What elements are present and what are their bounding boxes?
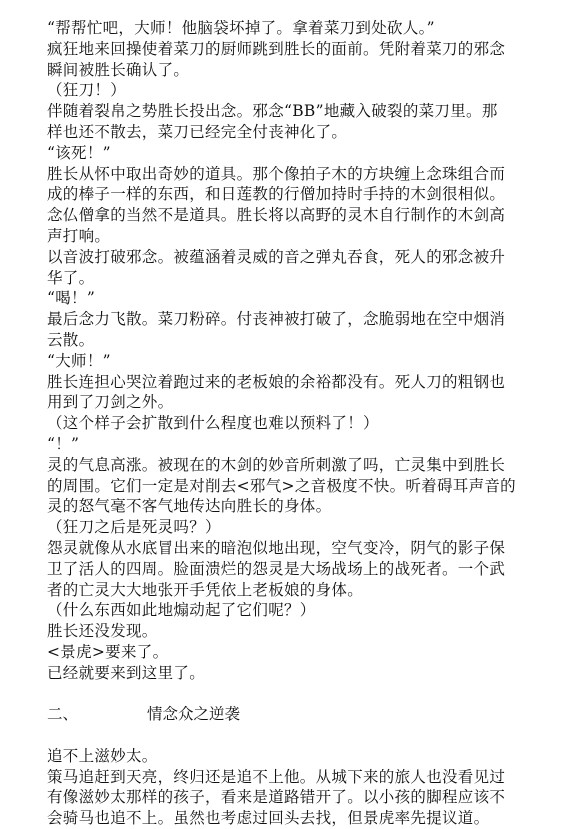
chapter-title: 情念众之逆袭 <box>147 705 241 724</box>
text-line: 伴随着裂帛之势胜长投出念。邪念“BB”地藏入破裂的菜刀里。那 <box>47 102 498 121</box>
text-block-part1 <box>47 18 537 684</box>
spacer <box>47 725 537 746</box>
text-line: （什么东西如此地煽动起了它们呢？） <box>47 601 316 620</box>
text-line: 瞬间被胜长确认了。 <box>47 60 190 79</box>
text-line: <景虎>要来了。 <box>47 642 169 661</box>
text-line: 最后念力飞散。菜刀粉碎。付丧神被打破了，念脆弱地在空中烟消 <box>47 310 506 329</box>
spacer <box>47 684 537 705</box>
text-line: 追不上滋妙太。 <box>47 746 158 765</box>
text-line: “喝！” <box>47 289 96 308</box>
text-line: 疯狂地来回操使着菜刀的厨师跳到胜长的面前。凭附着菜刀的邪念 <box>47 39 506 58</box>
text-line: 声打响。 <box>47 226 111 245</box>
text-line: 怨灵就像从水底冒出来的暗泡似地出现，空气变冷，阴气的影子保 <box>47 538 506 557</box>
text-line: “帮帮忙吧，大师！他脑袋坏掉了。拿着菜刀到处砍人。” <box>47 19 435 37</box>
text-line: 灵的怒气毫不客气地传达向胜长的身体。 <box>47 497 332 516</box>
text-line: 已经就要来到这里了。 <box>47 663 206 682</box>
text-line: 者的亡灵大大地张开手凭依上老板娘的身体。 <box>47 580 364 599</box>
text-line: 有像滋妙太那样的孩子，看来是道路错开了。以小孩的脚程应该不 <box>47 788 506 807</box>
text-line: 成的棒子一样的东西，和日莲教的行僧加持时手持的木剑很相似。 <box>47 185 506 204</box>
text-line: 的周围。它们一定是对削去<邪气>之音极度不快。听着碍耳声音的 <box>47 476 516 495</box>
text-line: “！” <box>47 434 80 453</box>
document-page <box>47 18 537 829</box>
text-line: 胜长从怀中取出奇妙的道具。那个像拍子木的方块缠上念珠组合而 <box>47 164 506 183</box>
text-line: “该死！” <box>47 143 111 162</box>
text-line: 策马追赶到天亮，终归还是追不上他。从城下来的旅人也没看见过 <box>47 767 506 786</box>
text-line: 以音波打破邪念。被蕴涵着灵威的音之弹丸吞食，死人的邪念被升 <box>47 247 506 266</box>
text-line: 胜长连担心哭泣着跑过来的老板娘的余裕都没有。死人刀的粗钢也 <box>47 372 506 391</box>
text-line: （这个样子会扩散到什么程度也难以预料了！） <box>47 414 379 433</box>
text-line: “大师！” <box>47 351 111 370</box>
text-line: 华了。 <box>47 268 95 287</box>
text-line: （狂刀之后是死灵吗？） <box>47 518 221 537</box>
text-block-part2 <box>47 746 537 829</box>
chapter-number: 二、 <box>47 705 79 724</box>
text-line: 会骑马也追不上。虽然也考虑过回头去找，但景虎率先提议道。 <box>47 809 490 828</box>
text-line: （狂刀！） <box>47 81 127 100</box>
text-line: 用到了刀剑之外。 <box>47 393 174 412</box>
text-line: 卫了活人的四周。脸面溃烂的怨灵是大场战场上的战死者。一个武 <box>47 559 506 578</box>
chapter-heading <box>47 704 537 725</box>
text-line: 胜长还没发现。 <box>47 622 158 641</box>
text-line: 灵的气息高涨。被现在的木剑的妙音所刺激了吗，亡灵集中到胜长 <box>47 455 506 474</box>
text-line: 样也还不散去，菜刀已经完全付丧神化了。 <box>47 122 348 141</box>
text-line: 云散。 <box>47 330 95 349</box>
text-line: 念仏僧拿的当然不是道具。胜长将以高野的灵木自行制作的木剑高 <box>47 206 506 225</box>
